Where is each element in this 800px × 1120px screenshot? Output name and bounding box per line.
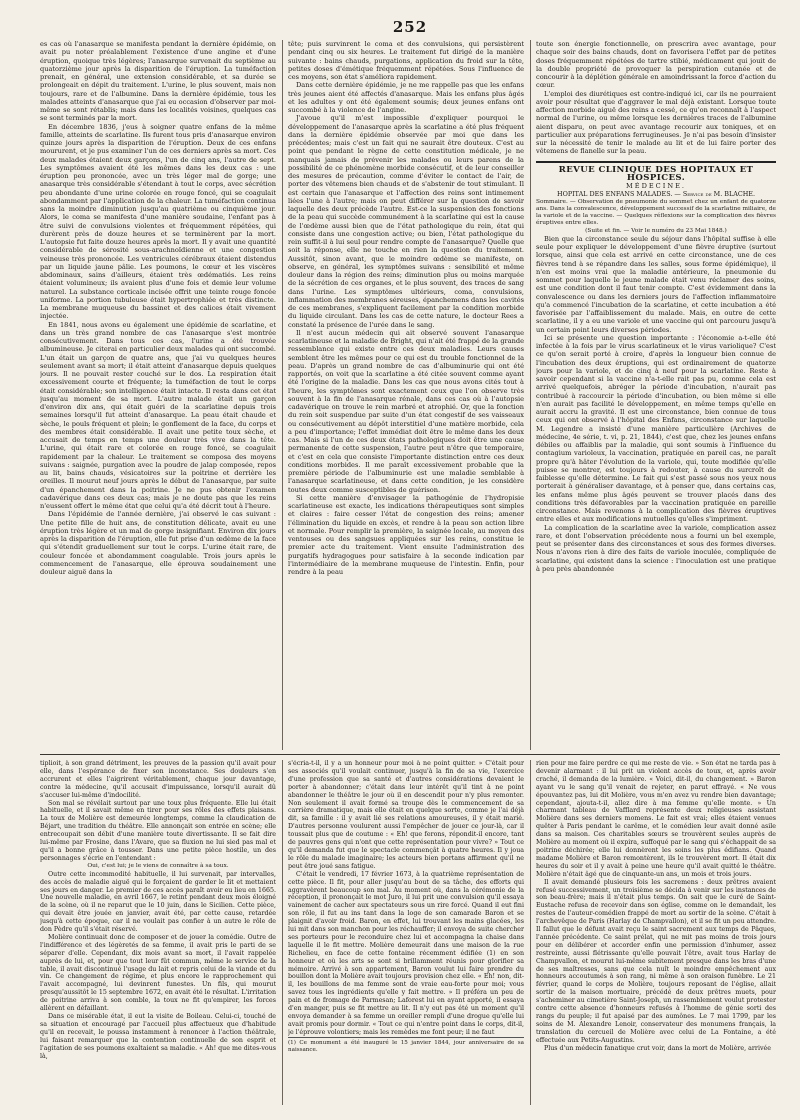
bottom-column-2	[288, 760, 524, 1105]
paragraph: Si cette manière d'envisager la pathogénie de l'hydropisie scarlatineuse est exacte, les indications thérapeutiques sont simples et claires : faire cesser l'état de congestion des reins; amener l'élimination du liquide en excès, et rendre à la peau son action libre et normale. Pour remplir la première, la saignée locale, au moyen des ventouses ou des sangsues appliquées sur les reins, constitue le premier acte du traitement. Vient ensuite l'administration des purgatifs hydragogues pour satisfaire à la seconde indication par l'intermédiaire de la membrane muqueuse de l'intestin. Enfin, pour rendre à la peau	[288, 493, 524, 576]
summary: Sommaire. — Observation de pneumonie du sommet chez un enfant de quatorze ans. Dans la convalescence, développement successif de la scarlatine miliaire, de la variole et de la vaccine. — Quelques réflexions sur la complication des fièvres éruptives entre elles.	[536, 198, 776, 226]
column-divider	[282, 40, 283, 750]
paragraph: L'emploi des diurétiques est contre-indiqué ici, car ils ne pourraient avoir pour résultat que d'aggraver le mal déjà existant. Lorsque toute affection morbide aiguë des reins a cessé, ce qu'on reconnaît à l'aspect normal de l'urine, ou même lorsque les dernières traces de l'albumine aient disparu, on peut avec avantage recourir aux toniques, et en particulier aux préparations ferrugineuses. Je n'ai pas besoin d'insister sur la nécessité de tenir le malade au lit et de lui faire porter des vêtemens de flanelle sur la peau.	[536, 89, 776, 156]
paragraph: Il avait demandé plusieurs fois les sacremens : deux prêtres avaient refusé successivement, un troisième se décida à venir sur les instances de son beau-frère; mais il n'était plus temps. On sait que le curé de Saint-Eustache refusa de recevoir dans son église, comme on le demandait, les restes de l'auteur-comédien frappé de mort au sortir de la scène. C'était à l'archevêque de Paris (Harlay de Champvallon), et il se fit un peu attendre. Il fallut que le défunt avait reçu le saint sacrement aux temps de Pâques, l'année précédente. Ce saint prélat, qui ne mit pas moins de trois jours pour en délibérer et accorder enfin une permission d'inhumer, assez restreinte, aussi flétrissante qu'elle pouvait l'être, avait tous Harlay de Champvallon, et mourut lui-même subitement presque dans les bras d'une de ses maîtresses, sans que cela nuît le moindre empêchement aux honneurs accoutumés à son rang, ni même à son oraison funèbre. Le 21 février, quand le corps de Molière, toujours reposant de l'église, allait sortir de la maison mortuaire, précédé de deux prêtres muets, pour s'acheminer au cimetière Saint-Joseph, un rassemblement voulut protester contre cette absence d'honneurs refusés à l'homme de génie sorti des rangs du peuple; il fut apaisé par des aumônes. Le 7 mai 1799, par les soins de M. Alexandre Lenoir, conservateur des monumens français, la translation du cercueil de Molière avec celui de La Fontaine, a été effectuée aux Petits-Augustins.	[536, 878, 776, 1044]
paragraph: Son mal se révélait surtout par une toux plus fréquente. Elle lui était habituelle, et il savait même en tirer pour ses rôles des effets plaisans. La toux de Molière est demeurée longtemps, comme la claudication de Béjart, une tradition du théâtre. Elle annonçait son entrée en scène; elle entrecoupait son débit d'une manière toute divertissante. Il se fait dire lui-même par Frosine, dans l'Avare, que sa fluxion ne lui sied pas mal et qu'il a bonne grâce à tousser. Dans une petite pièce hostile, un des personnages s'écrie en l'entendant :	[40, 799, 276, 862]
paragraph: Il n'est aucun médecin qui ait observé souvent l'anasarque scarlatineuse et la maladie de Bright, qui n'ait été frappé de la grande ressemblance qui existe entre ces deux maladies. Leurs causes semblent être les mêmes pour ce qui est du trouble fonctionnel de la peau. D'après un grand nombre de cas d'albuminurie qui ont été rapportés, on voit que la scarlatine a été citée souvent comme ayant été l'origine de la maladie. Dans les cas que nous avons cités tout à l'heure, les symptômes sont exactement ceux que l'on observe très souvent à la fin de l'anasarque rénale, dans ces cas où à l'autopsie cadavérique on trouve le rein marbré et atrophié. Or, que la fonction du rein soit suspendue par suite d'un état congestif de ses vaisseaux ou consécutivement au dépôt interstitiel d'une matière morbide, cela a peu d'importance; l'effet immédiat doit être le même dans les deux cas. Mais si l'un de ces deux états pathologiques doit être une cause permanente de cette suspension, l'autre peut n'être que temporaire, et c'est en cela que consiste l'importante distinction entre ces deux conditions morbides. Il me paraît excessivement probable que la première période de l'albuminurie est une maladie semblable à l'anasarque scarlatineuse, et dans cette condition, je les considère toutes deux comme susceptibles de guérison.	[288, 328, 524, 494]
paragraph: Dans cette dernière épidémie, je ne me rappelle pas que les enfans très jeunes aient été affectés d'anasarque. Mais les enfans plus âgés et les adultes y ont été également soumis; deux jeunes enfans ont succombé à la violence de l'angine.	[288, 81, 524, 114]
column-divider	[530, 760, 531, 1105]
section-rule	[536, 161, 776, 163]
newspaper-page	[40, 18, 780, 1108]
paragraph: Plus d'un médecin fanatique crut voir, dans la mort de Molière, arrivée	[544, 1044, 771, 1052]
paragraph: Molière continuait donc de composer et de jouer la comédie. Outre de l'indifférence et des légèretés de sa femme, il avait pris le parti de se séparer d'elle. Cependant, dix mois avant sa mort, il l'avait rappelée auprès de lui, et, pour que tout leur fût commun, même le service de la table, il avait discontinué l'usage du lait et repris celui de la viande et du vin. Ce changement de régime, et plus encore le rapprochement qui l'avait accompagné, lui devinrent funestes. Un fils, qui mourut presqu'aussitôt le 15 septembre 1672, en avait été le résultat. L'irritation de poitrine arriva à son comble, la toux ne fit qu'empirer, les forces allèrent en défaillant.	[40, 933, 276, 1013]
paragraph: Ici se présente une question importante : l'économie a-t-elle été infectée à la fois par le virus scarlatineux et le virus variolique? C'est ce qu'on serait porté à croire, d'après la longueur bien connue de l'incubation des deux éruptions, qui est ordinairement de quatorze jours pour la variole, et de cinq à neuf pour la scarlatine. Reste à savoir cependant si la vaccine n'a-t-elle rait pas pu, comme cela est arrivé quelquefois, abréger la période d'incubation, n'aurait pas contribué à raccourcir la période d'incubation, ou bien même si elle n'en aurait pas facilité le développement, en même temps qu'elle en aurait accru la gravité. Il est une circonstance, bien connue de tous ceux qui ont observé à l'hôpital des Enfans, circonstance sur laquelle M. Legendre a insisté d'une manière particulière (Archives de médecine, 4e série, t. vi, p. 21, 1844), c'est que, chez les jeunes enfans débiles ou affaiblis par la maladie, qui sont soumis à l'influence du contagium varioleux, la vaccination, pratiquée en pareil cas, ne paraît propre qu'à hâter l'évolution de la variole, qui, toute modifiée qu'elle puisse se montrer, est toujours à redouter, à cause du surcroît de faiblesse qu'elle détermine. Le fait qui s'est passé sous nos yeux nous porterait à généraliser davantage, et à penser que, dans certains cas, les enfans même plus âgés peuvent se trouver placés dans des conditions très défavorables par la vaccination pratiquée en pareille circonstance. Mais revenons à la complication des fièvres éruptives entre elles et aux modifications mutuelles qu'elles s'impriment.	[536, 333, 776, 524]
paragraph: J'avoue qu'il m'est impossible d'expliquer pourquoi le développement de l'anasarque après la scarlatine a été plus fréquent dans la dernière épidémie observée par moi que dans les précédentes; mais c'est un fait qui ne saurait être douteux. C'est au point que pendant le règne de cette constitution médicale, je ne manquais jamais de prévenir les malades ou leurs parens de la possibilité de ce phénomène morbide consécutif, et de leur conseiller des mesures de précaution, comme d'éviter le contact de l'air, de porter des vêtemens bien chauds et de s'abstenir de tout stimulant. Il est certain que l'anasarque et l'affection des reins sont intimement liées l'une à l'autre; mais on peut différer sur la question de savoir laquelle des deux précède l'autre. Est-ce la suspension des fonctions de la peau qui succède communément à la scarlatine qui est la cause de l'œdème aussi bien que de l'état pathologique du rein, état qui consiste dans une congestion active; ou bien, l'état pathologique du rein suffit-il à lui seul pour rendre compte de l'anasarque? Quelle que soit la réponse, elle ne touche en rien la question du traitement. Aussitôt, sinon avant, que le moindre œdème se manifeste, on observe, en général, les symptômes suivans : sensibilité et même douleur dans la région des reins; diminution plus ou moins marquée de la sécrétion de ces organes, et le plus souvent, des traces de sang dans l'urine. Les symptômes ultérieurs, coma, convulsions, inflammation des membranes séreuses, épanchemens dans les cavités de ces membranes, s'expliquent facilement par la condition morbide du liquide circulant. Dans les cas de cette nature, le docteur Rees a constaté la présence de l'urée dans le sang.	[288, 114, 524, 329]
paragraph: En 1841, nous avons eu également une épidémie de scarlatine, et dans un très grand nombre de cas l'anasarque s'est montrée consécutivement. Dans tous ces cas, l'urine a été trouvée albumineuse. Je citerai en particulier deux malades qui ont succombé. L'un était un garçon de quatre ans, que j'ai vu quelques heures seulement avant sa mort; il était atteint d'anasarque depuis quelques jours. Il ne pouvait rester couché sur le dos. La respiration était excessivement courte et fréquente; la tuméfaction de tout le corps était considérable; son intelligence était intacte. Il resta dans cet état jusqu'au moment de sa mort. L'autre malade était un garçon d'environ dix ans, qui était guéri de la scarlatine depuis trois semaines lorsqu'il fut atteint d'anasarque. La peau était chaude et sèche, le pouls fréquent et plein; le gonflement de la face, du corps et des membres était considérable. Il avait une petite toux sèche, et accusait de temps en temps une douleur très vive dans la tête. L'urine, qui était rare et colorée en rouge foncé, se coagulait rapidement par la chaleur. Le traitement se composa des moyens suivans : saignée, purgation avec la poudre de jalap composée, repos au lit, bains chauds, vésicatoires sur la poitrine et derrière les oreilles. Il mourut neuf jours après le début de l'anasarque, par suite d'un épanchement dans la poitrine. Je ne pus obtenir l'examen cadavérique dans ces deux cas; mais je ne doute pas que les reins n'eussent offert le même état que celui qu'a été décrit tout à l'heure.	[40, 320, 276, 510]
paragraph: En décembre 1836, j'eus à soigner quatre enfans de la même famille, atteints de scarlatine. Ils furent tous pris d'anasarque environ quinze jours après la disparition de l'éruption. Deux de ces enfans moururent, et je pus examiner l'un de ces derniers après sa mort. Ces deux malades étaient deux garçons, l'un de cinq ans, l'autre de sept. Les symptômes avaient été les mêmes dans les deux cas : une éruption peu prononcée, avec un très léger mal de gorge; une anasarque très considérable s'étendant à tout le corps, avec sécrétion peu abondante d'une urine colorée en rouge foncé, qui se coagulait abondamment par l'application de la chaleur. La tuméfaction continua sans la moindre diminution jusqu'au quatrième ou cinquième jour. Alors, le coma se manifesta d'une manière soudaine, l'enfant pas à être suivi de convulsions violentes et fréquemment répétées, qui durèrent près de douze heures et se terminèrent par la mort. L'autopsie fut faite douze heures après la mort. Il y avait une quantité considérable de sérosité sous-arachnoïdienne et une congestion veineuse très prononcée. Les ventricules cérébraux étaient distendus par un liquide jaune pâlie. Les poumons, le cœur et les viscères abdominaux, sains d'ailleurs, étaient très œdématiés. Les reins étaient volumineux; ils avaient plus d'une fois et demie leur volume naturel. La substance corticale incisée offrit une teinte rouge foncée uniforme. La portion tubuleuse était hypertrophiée et très distincte. La membrane muqueuse du bassinet et des calices était vivement injectée.	[40, 122, 276, 321]
top-column-2	[288, 40, 524, 750]
paragraph: Outre cette incommodité habituelle, il lui survenait, par intervalles, des accès de maladie aiguë qui le forçaient de garder le lit et mettaient ses jours en danger. Le premier de ces accès paraît avoir eu lieu en 1665. Une nouvelle maladie, en avril 1667, le retint pendant deux mois éloigné de la scène, où il ne reparut que le 10 juin, dans le Sicilien. Cette pièce, qui devait être jouée en janvier, avait été, par cette cause, retardée jusqu'à cette époque, car il ne voulait pas confier à un autre le rôle de don Pèdre qu'il s'était réservé.	[40, 870, 276, 934]
paragraph: tiplioit, à son grand détriment, les preuves de la passion qu'il avait pour elle, dans l'espérance de fixer son inconstance. Ses douleurs s'en accrurent et elles l'aigrirent véritablement, chaque jour davantage, contre la médecine, qu'il accusait d'impuissance, lorsqu'il aurait dû s'accuser lui-même d'indocilité.	[40, 760, 276, 799]
column-divider	[282, 760, 283, 1105]
column-divider	[530, 40, 531, 750]
paragraph: tête; puis survinrent le coma et des convulsions, qui persistèrent pendant cinq ou six heures. Le traitement fut dirigé de la manière suivante : bains chauds, purgations, application du froid sur la tête, petites doses d'émétique fréquemment répétées. Sous l'influence de ces moyens, son état s'améliora rapidement.	[288, 40, 524, 81]
paragraph: Dans l'épidémie de l'année dernière, j'ai observé le cas suivant : Une petite fille de huit ans, de constitution délicate, avait eu une éruption très légère et un mal de gorge insignifiant. Environ dix jours après la disparition de l'éruption, elle fut prise d'un œdème de la face qui s'étendit graduellement sur tout le corps. L'urine était rare, de couleur foncée et abondamment coagulable. Trois jours après le commencement de l'anasarque, elle éprouva soudainement une douleur aiguë dans la	[40, 510, 276, 576]
paragraph: Bien que la circonstance seule du séjour dans l'hôpital suffise à elle seule pour expliquer le développement d'une fièvre éruptive (surtout lorsque, ainsi que cela est arrivé en cette circonstance, une de ces fièvres tend à se répandre dans les salles, sous forme épidémique), il n'en est moins vrai que la maladie antérieure, la pneumonie du sommet pour laquelle le jeune malade était venu réclamer des soins, est une condition dont il faut tenir compte. C'est évidemment dans la convalescence ou dans les derniers jours de l'affection inflammatoire qu'a commencé l'incubation de la scarlatine, et cette incubation a été favorisée par l'affaiblissement du malade. Mais, en outre de cette scarlatine, il y a eu une variole et une vaccine qui ont parcouru jusqu'à un certain point leurs diverses périodes.	[536, 234, 776, 334]
page-number: 252	[392, 18, 428, 36]
footnote: (1) Ce monument a été inauguré le 15 janvier 1844, jour anniversaire de sa naissance.	[288, 1037, 524, 1054]
paragraph: C'était le vendredi, 17 février 1673, à la quatrième représentation de cette pièce. Il fit, pour aller jusqu'au bout de sa tâche, des efforts qui aggravèrent beaucoup son mal. Au moment où, dans la cérémonie de la réception, il prononçait le mot Juro, il lui prit une convulsion qu'il essaya vainement de cacher aux spectateurs sous un rire forcé. Quand il eut fini son rôle, il fut au ins tant dans la loge de son camarade Baron et se plaignit d'avoir froid. Baron, en effet, lui trouvant les mains glacées, les lui mit dans son manchon pour les réchauffer; il envoya de suite chercher ses porteurs pour le reconduire chez lui et accompagna la chaise dans laquelle il le fit mettre. Molière demeurait dans une maison de la rue Richelieu, en face de cette fontaine récemment édifiée (1) en son honneur et où les arts se sont si brillamment réunis pour glorifier sa mémoire. Arrivé à son appartement, Baron voulut lui faire prendre du bouillon dont la Molière avait toujours provision chez elle. « Eh! non, dit-il, les bouillons de ma femme sont de vraie eau-forte pour moi; vous savez tous les ingrédients qu'elle y fait mettre. » Il préféra un peu de pain et de fromage de Parmesan; Laforest lui en ayant apporté, il essaya d'en manger, puis se fit mettre au lit. Il n'y eut pas été un moment qu'il envoya demander à sa femme un oreiller rempli d'une drogue qu'elle lui avait promis pour dormir. « Tout ce qui n'entre point dans le corps, dit-il, je l'éprouve volontiers; mais les remèdes me font peur; il ne faut	[288, 870, 524, 1036]
section-title: REVUE CLINIQUE DES HOPITAUX ET HOSPICES.	[558, 164, 754, 183]
paragraph: s'écria-t-il, il y a un honneur pour moi à ne point quitter. » C'était pour ses associés qu'il voulait continuer, jusqu'à la fin de sa vie, l'exercice d'une profession que sa santé et d'autres considérations devaient le porter à abandonner; c'était dans leur intérêt qu'il tint à ne point abandonner le théâtre le jour où il en descendit pour n'y plus remonter. Non seulement il avait formé sa troupe dès le commencement de sa carrière dramatique, mais elle était en quelque sorte, comme je l'ai déjà dit, sa famille : il y avait lié ses relations amoureuses, il y était marié. D'autres personne voulurent aussi l'empêcher de jouer ce jour-là, car il toussait plus que de coutume : « Eh! que ferons, répondit-il encore, tant de pauvres gens qui n'ont que cette représentation pour vivre? » Tout ce qu'il demanda fut que le spectacle commençât à quatre heures. Il y joua le rôle du malade imaginaire; les acteurs bien portans affirment qu'il ne peut être joué sans fatigue.	[288, 760, 524, 870]
paragraph: toute son énergie fonctionnelle, on prescrira avec avantage, pour chaque soir des bains chauds, dont on favorisera l'effet par de petites doses fréquemment répétées de tartre stibié, médicament qui jouit de la double propriété de provoquer la perspiration cutanée et de concourir à la déplétion générale en amoindrissant la force d'action du cœur.	[536, 40, 776, 90]
top-column-3	[536, 40, 776, 750]
paragraph: es cas où l'anasarque se manifesta pendant la dernière épidémie, on avait pu noter préalablement l'existence d'une angine et d'une éruption, quoique très légères; l'anasarque survenait du septième au quatorzième jour après la disparition de l'éruption. La tuméfaction prenait, en général, une extension considérable, et sa durée se prolongeait en dépit du traitement. L'urine, le plus souvent, mais non toujours, rare et de l'albumine. Dans la dernière épidémie, tous les malades atteints d'anasarque que j'ai eu occasion d'observer par moi-même se sont rétablis; mais dans les localités voisines, quelques cas se sont terminés par la mort.	[40, 40, 276, 123]
verse-quote: Oui, c'est lui; je le viens de connaître à sa toux.	[87, 862, 229, 869]
bottom-column-1	[40, 760, 276, 1105]
section-subtitle: MÉDECINE.	[626, 182, 686, 190]
hospital-heading: HOPITAL DES ENFANS MALADES. — Service de M. BLACHE.	[557, 190, 755, 199]
feuilleton-rule	[40, 754, 780, 755]
paragraph: rien pour me faire perdre ce qui me reste de vie. » Son état ne tarda pas à devenir alarmant : il lui prit un violent accès de toux, et, après avoir craché, il demanda de la lumière. « Voici, dit-il, du changement. » Baron ayant vu le sang qu'il venait de rejeter, en parut effrayé. « Ne vous épouvantez pas, lui dit Molière, vous m'en avez vu rendre bien davantage; cependant, ajouta-t-il, allez dire à ma femme qu'elle monte. » Un charmant tableau de Vafflard représente deux religieuses assistant Molière dans ses derniers momens. Le fait est vrai; elles étaient venues quêter à Paris pendant le carême, et le comédien leur avait donné asile dans sa maison. Ces charitables sœurs se trouvèrent seules auprès de Molière au moment où il expira, suffoqué par le sang qui s'échappait de sa poitrine déchirée; elle lui donnèrent les soins les plus édifians. Quand madame Molière et Baron remontèrent, ils le trouvèrent mort. Il était dix heures du soir et il y avait à peine une heure qu'il avait quitté le théâtre. Molière n'était âgé que de cinquante-un ans, un mois et trois jours.	[536, 760, 776, 878]
top-column-1	[40, 40, 276, 750]
paragraph: La complication de la scarlatine avec la variole, complication assez rare, et dont l'observation précédente nous a fourni un bel exemple, peut se présenter dans des circonstances et sous des formes diverses. Nous n'avons rien à dire des faits de variole inoculée, compliquée de scarlatine, qui existent dans la science : l'inoculation est une pratique à peu près abandonnée	[536, 523, 776, 573]
bottom-column-3	[536, 760, 776, 1105]
continuation-note: (Suite et fin. — Voir le numéro du 23 Mai 1848.)	[585, 227, 727, 234]
paragraph: Dans ce misérable état, il eut la visite de Boileau. Celui-ci, touché de sa situation et encouragé par l'accueil plus affectueux que d'habitude qu'il en recevait, le poussa instamment à renoncer à l'action théâtrale, lui faisant remarquer que la contention continuelle de son esprit et l'agitation de ses poumons exaltaient sa maladie. « Ah! que me dites-vous là,	[40, 1013, 276, 1060]
